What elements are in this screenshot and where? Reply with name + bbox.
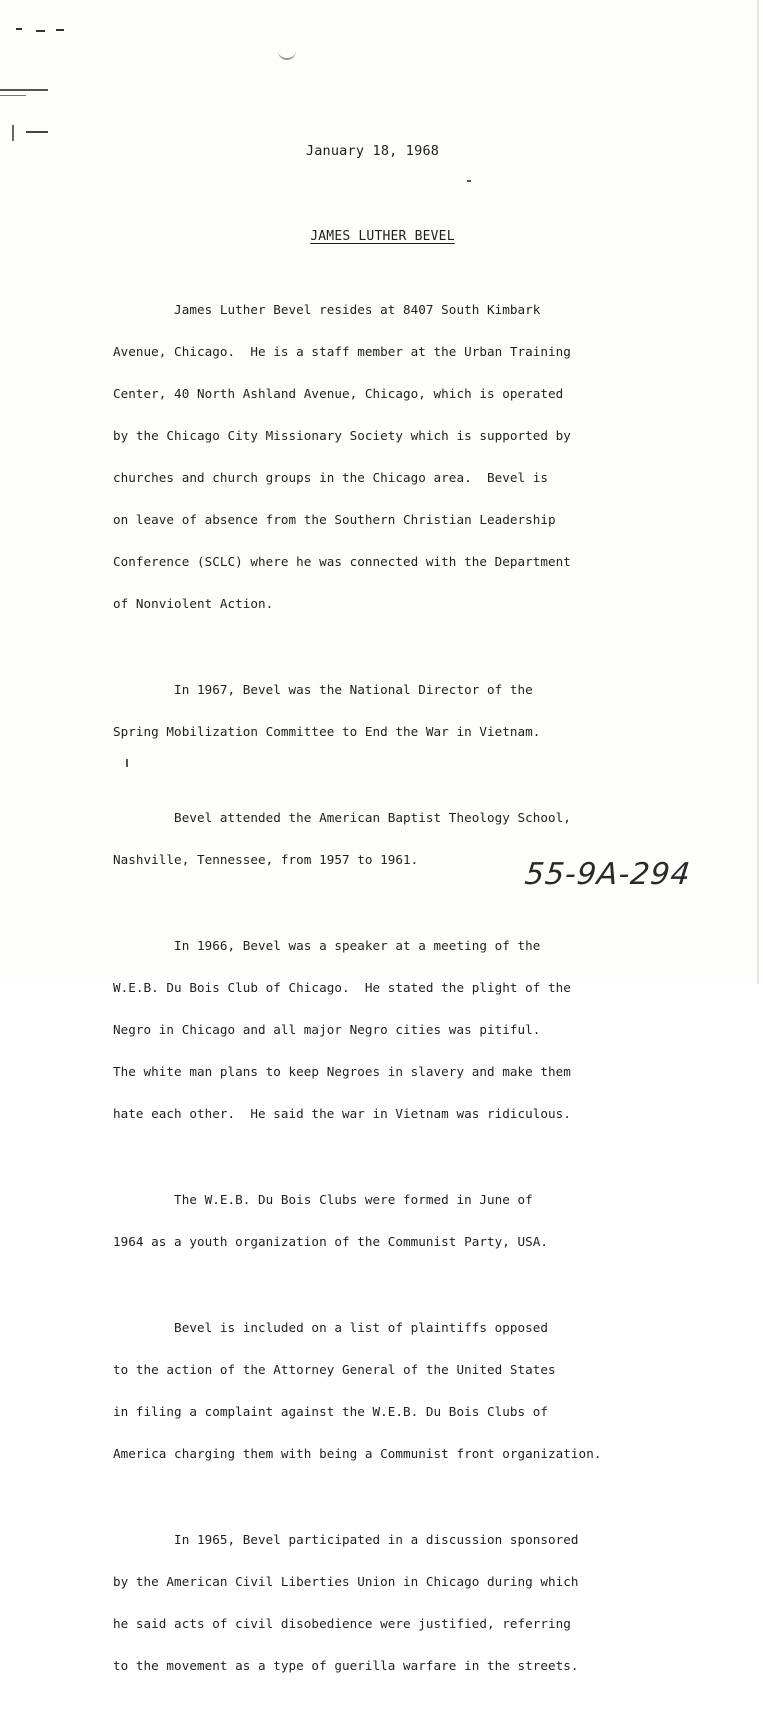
scan-artifact xyxy=(26,131,48,133)
paragraph xyxy=(113,911,673,1149)
text-line: of Nonviolent Action. xyxy=(113,596,274,611)
handwritten-file-number: 55-9A-294 xyxy=(523,857,693,892)
text-line: The W.E.B. Du Bois Clubs were formed in June of xyxy=(113,1192,533,1207)
text-line: Bevel is included on a list of plaintiffs opposed xyxy=(113,1320,549,1335)
document-title xyxy=(0,229,763,244)
text-line: In 1967, Bevel was the National Director of the xyxy=(113,682,533,697)
text-line: In 1966, Bevel was a speaker at a meeting of the xyxy=(113,938,541,953)
text-line: to the action of the Attorney General of the United States xyxy=(113,1362,556,1377)
paragraph xyxy=(113,1505,673,1701)
paragraph xyxy=(113,1293,673,1489)
text-line: Conference (SCLC) where he was connected with the Department xyxy=(113,554,571,569)
scan-artifact xyxy=(0,95,26,96)
text-line: Bevel attended the American Baptist Theology School, xyxy=(113,810,571,825)
text-line: in filing a complaint against the W.E.B. Du Bois Clubs of xyxy=(113,1404,549,1419)
text-line: hate each other. He said the war in Vietnam was ridiculous. xyxy=(113,1106,571,1121)
text-line: Negro in Chicago and all major Negro cities was pitiful. xyxy=(113,1022,541,1037)
text-line: by the Chicago City Missionary Society which is supported by xyxy=(113,428,571,443)
scan-artifact xyxy=(16,28,22,30)
text-line: W.E.B. Du Bois Club of Chicago. He stated the plight of the xyxy=(113,980,571,995)
text-line: to the movement as a type of guerilla warfare in the streets. xyxy=(113,1658,579,1673)
text-line: churches and church groups in the Chicago area. Bevel is xyxy=(113,470,549,485)
text-line: Center, 40 North Ashland Avenue, Chicago, which is operated xyxy=(113,386,564,401)
scan-artifact xyxy=(56,29,64,31)
text-line: In 1965, Bevel participated in a discussion sponsored xyxy=(113,1532,579,1547)
text-line: Spring Mobilization Committee to End the War in Vietnam. xyxy=(113,724,541,739)
document-date: January 18, 1968 xyxy=(305,143,440,159)
paragraph xyxy=(113,275,673,639)
text-line: James Luther Bevel resides at 8407 South Kimbark xyxy=(113,302,541,317)
scan-artifact xyxy=(36,30,45,32)
text-line: Nashville, Tennessee, from 1957 to 1961. xyxy=(113,852,419,867)
document-body xyxy=(113,275,673,1717)
text-line: he said acts of civil disobedience were justified, referring xyxy=(113,1616,571,1631)
text-line: The white man plans to keep Negroes in slavery and make them xyxy=(113,1064,571,1079)
paragraph xyxy=(113,655,673,767)
scan-artifact xyxy=(0,89,48,91)
scan-artifact xyxy=(12,125,14,141)
scan-artifact xyxy=(278,48,296,60)
text-line: on leave of absence from the Southern Christian Leadership xyxy=(113,512,556,527)
text-line: 1964 as a youth organization of the Communist Party, USA. xyxy=(113,1234,549,1249)
document-title-text: JAMES LUTHER BEVEL xyxy=(310,229,455,244)
paragraph xyxy=(113,1165,673,1277)
scan-artifact xyxy=(467,180,471,182)
text-line: by the American Civil Liberties Union in Chicago during which xyxy=(113,1574,579,1589)
text-line: Avenue, Chicago. He is a staff member at the Urban Training xyxy=(113,344,571,359)
text-line: America charging them with being a Communist front organization. xyxy=(113,1446,602,1461)
